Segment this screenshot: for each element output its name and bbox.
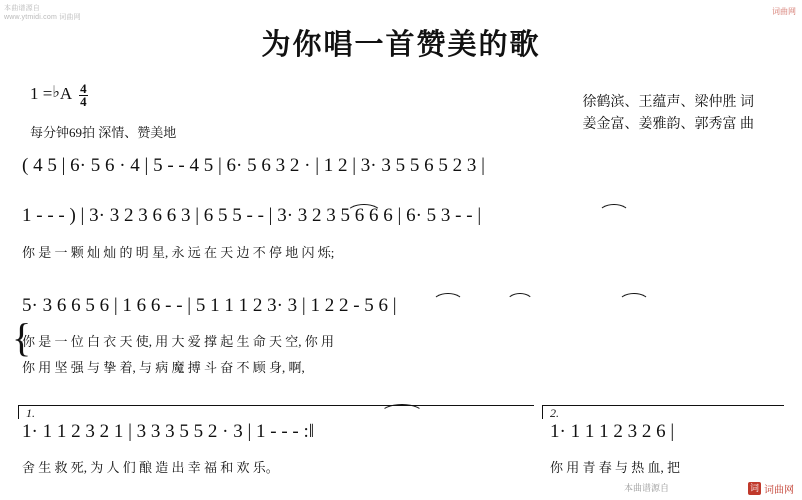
meter-numerator: 4 — [80, 81, 87, 96]
page-title: 为你唱一首赞美的歌 — [261, 29, 541, 61]
logo-badge-icon: 词 — [749, 483, 759, 493]
system-3-lyric-verse1: 你 是 一 位 白 衣 天 使, 用 大 爱 撑 起 生 命 天 空, 你 用 — [22, 334, 335, 349]
watermark-top-left-line1: 本曲谱源自 — [4, 5, 40, 12]
system-4-ending2-lyric: 你 用 青 春 与 热 血, 把 — [550, 460, 681, 475]
ending-1-label: 1. — [26, 406, 35, 420]
watermark-top-left — [4, 4, 81, 23]
system-2-notes: 1 - - - ) | 3· 3 2 3 6 6 3 | 6 5 5 - - | 3· 3 2 3 5 6 6 6 | 6· 5 3 - - | — [22, 205, 482, 226]
credit-lyricists: 徐鹤滨、王蕴声、梁仲胜 词 — [582, 95, 754, 110]
time-signature — [79, 83, 88, 109]
system-4-ending1-lyric: 舍 生 救 死, 为 人 们 酿 造 出 幸 福 和 欢 乐。 — [22, 460, 279, 475]
tempo-marking: 每分钟69拍 深情、赞美地 — [30, 125, 177, 140]
system-3-lyric-verse2: 你 用 坚 强 与 挚 着, 与 病 魔 搏 斗 奋 不 顾 身, 啊, — [22, 360, 305, 375]
meter-denominator: 4 — [80, 94, 87, 110]
key-signature — [30, 81, 88, 110]
verse-brace: { — [12, 315, 32, 360]
watermark-bottom-left: 本曲谱源自 — [624, 483, 670, 493]
ending-2-label: 2. — [550, 406, 559, 420]
system-3-notes: 5· 3 6 6 5 6 | 1 6 6 - - | 5 1 1 1 2 3· 3 | 1 2 2 - 5 6 | — [22, 295, 397, 316]
credit-composers: 姜金富、姜雅韵、郭秀富 曲 — [582, 116, 754, 132]
ending-2-bracket-left — [542, 405, 543, 419]
key-letter: A — [59, 84, 73, 103]
ending-2-bracket-top — [542, 405, 784, 406]
ending-1-bracket-left — [18, 405, 19, 419]
system-2-lyric: 你 是 一 颗 灿 灿 的 明 星, 永 远 在 天 边 不 停 地 闪 烁; — [22, 245, 335, 260]
key-prefix: 1 = — [30, 84, 53, 103]
watermark-top-right: 词曲网 — [772, 7, 796, 16]
ending-1-bracket-top — [18, 405, 534, 406]
site-logo — [748, 481, 794, 496]
system-1-notes: ( 4 5 | 6· 5 6 · 4 | 5 - - 4 5 | 6· 5 6 3 2 · | 1 2 | 3· 3 5 5 6 5 2 3 | — [22, 155, 485, 176]
system-4-ending2-notes: 1· 1 1 1 2 3 2 6 | — [550, 421, 675, 442]
system-4-ending1-notes: 1· 1 1 2 3 2 1 | 3 3 3 5 5 2 · 3 | 1 - - - :‖ — [22, 421, 315, 442]
logo-text: 词曲网 — [764, 485, 794, 496]
credits — [583, 92, 755, 135]
watermark-top-left-line2: www.ytmidi.com 词曲网 — [4, 14, 81, 22]
key-accidental: ♭ — [52, 84, 60, 101]
